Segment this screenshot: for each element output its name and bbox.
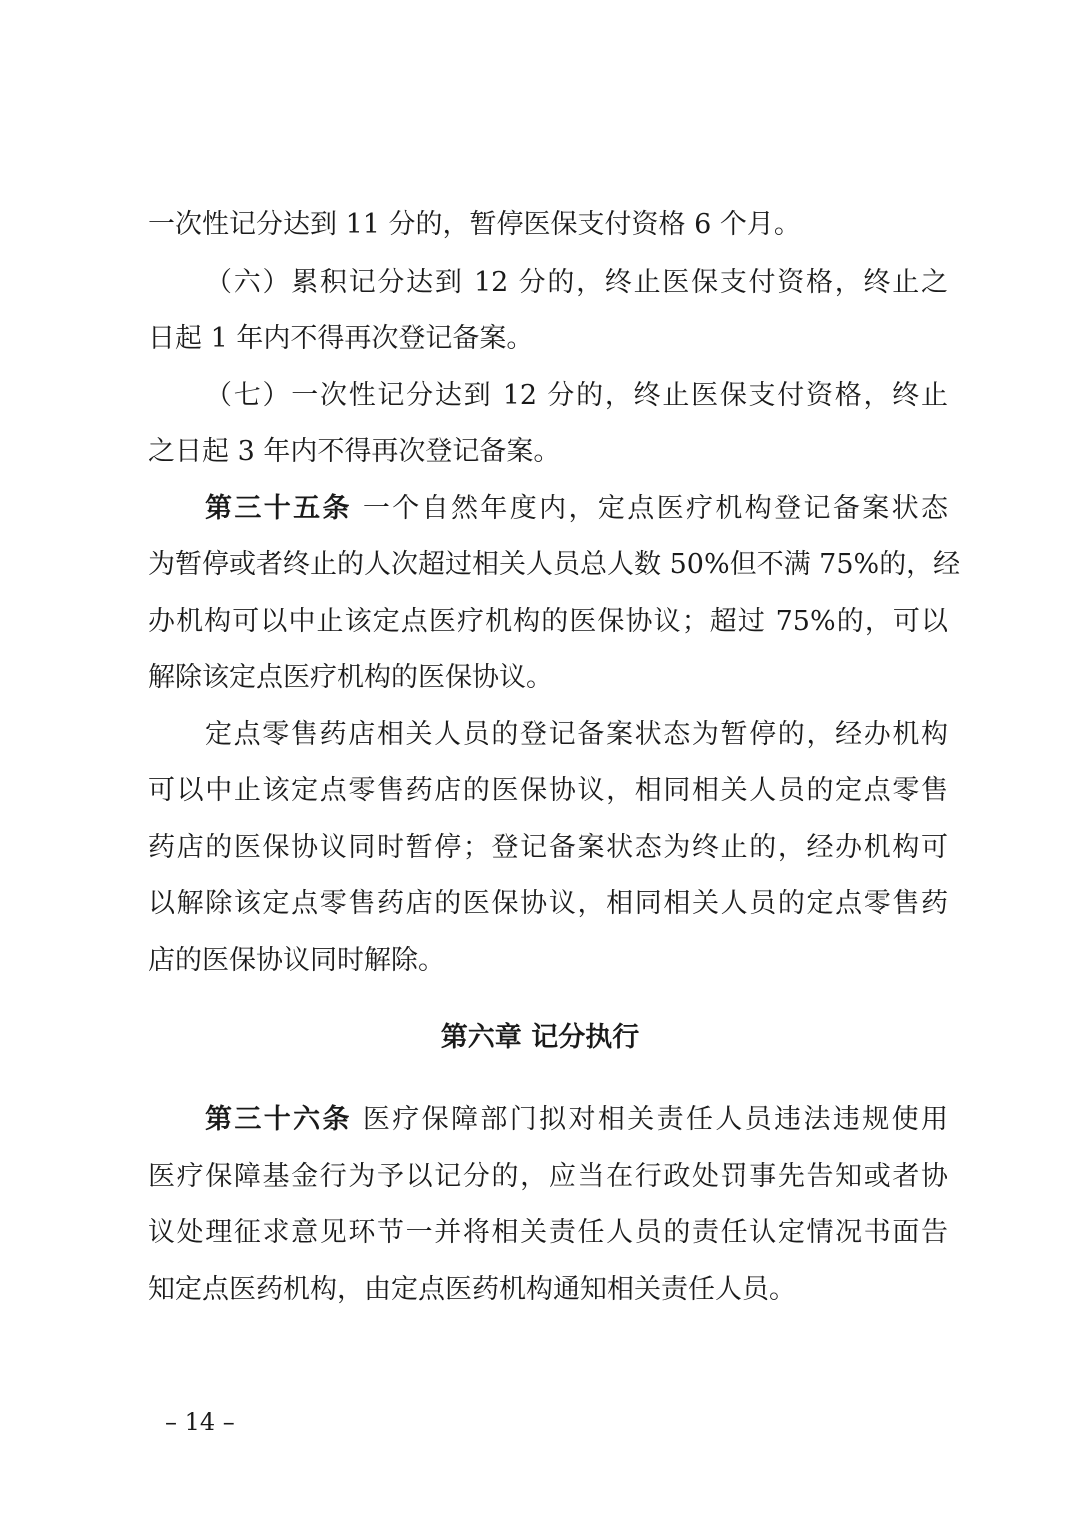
- text-line: 店的医保协议同时解除。: [148, 945, 445, 976]
- text-line: 一次性记分达到 11 分的，暂停医保支付资格 6 个月。: [148, 209, 801, 240]
- text-line: 医疗保障基金行为予以记分的，应当在行政处罚事先告知或者协: [148, 1161, 948, 1192]
- text-line: （七）一次性记分达到 12 分的，终止医保支付资格，终止: [205, 380, 948, 411]
- article-label: 第三十五条: [205, 493, 352, 524]
- article-label: 第三十六条: [205, 1104, 352, 1135]
- text-line: 之日起 3 年内不得再次登记备案。: [148, 436, 561, 467]
- text-line: 可以中止该定点零售药店的医保协议，相同相关人员的定点零售: [148, 775, 948, 806]
- text-line: 以解除该定点零售药店的医保协议，相同相关人员的定点零售药: [148, 888, 948, 919]
- text-line: 为暂停或者终止的人次超过相关人员总人数 50%但不满 75%的，经: [148, 549, 961, 580]
- article-35-line: 第三十五条 一个自然年度内，定点医疗机构登记备案状态: [205, 493, 948, 524]
- text-line: 日起 1 年内不得再次登记备案。: [148, 323, 534, 354]
- article-36-line: 第三十六条 医疗保障部门拟对相关责任人员违法违规使用: [205, 1104, 948, 1135]
- text-line: （六）累积记分达到 12 分的，终止医保支付资格，终止之: [205, 267, 948, 298]
- page-number: – 14 –: [165, 1408, 235, 1436]
- text-line: 议处理征求意见环节一并将相关责任人员的责任认定情况书面告: [148, 1217, 948, 1248]
- chapter-heading: 第六章 记分执行: [440, 1022, 640, 1053]
- text-line: 药店的医保协议同时暂停；登记备案状态为终止的，经办机构可: [148, 832, 948, 863]
- text-line: 定点零售药店相关人员的登记备案状态为暂停的，经办机构: [205, 719, 948, 750]
- text-line: 解除该定点医疗机构的医保协议。: [148, 662, 553, 693]
- text-line: 知定点医药机构，由定点医药机构通知相关责任人员。: [148, 1274, 796, 1305]
- text-line: 办机构可以中止该定点医疗机构的医保协议；超过 75%的，可以: [148, 606, 948, 637]
